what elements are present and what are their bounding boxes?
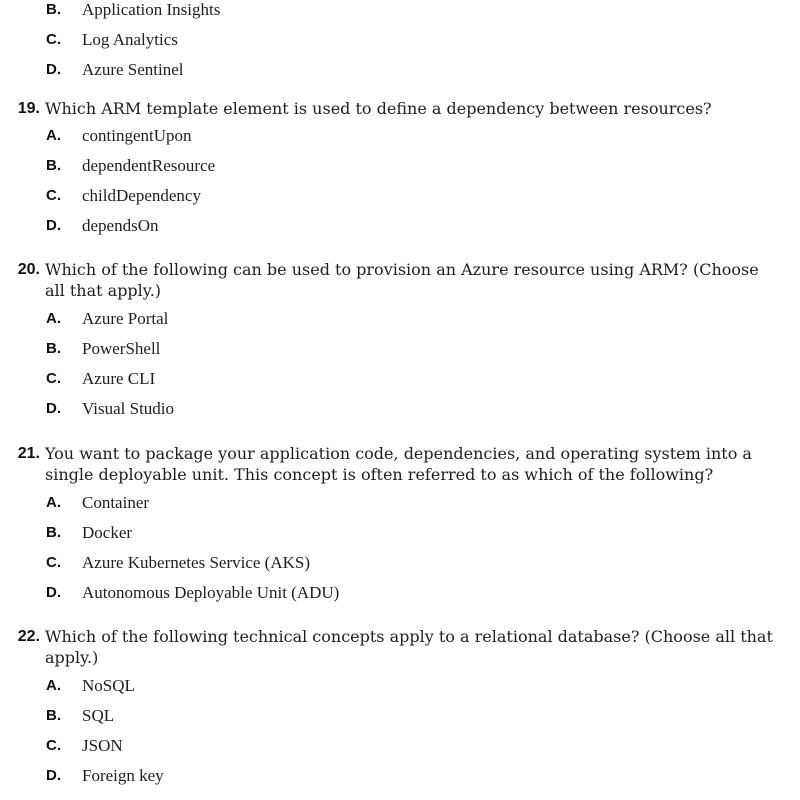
option-letter: B. <box>46 707 61 724</box>
question-stem <box>0 259 800 301</box>
question-20 <box>0 259 800 424</box>
option-item <box>0 25 800 55</box>
option-text: Docker <box>82 523 133 542</box>
option-letter: A. <box>46 677 61 694</box>
option-item <box>0 0 800 25</box>
option-letter: D. <box>46 217 61 234</box>
question-number: 19. <box>17 100 40 117</box>
option-list <box>0 121 800 241</box>
option-item <box>0 671 800 701</box>
option-letter: B. <box>46 157 61 174</box>
option-text: Container <box>82 493 150 512</box>
question-text: Which of the following can be used to provision an Azure resource using ARM? (Choose all that apply.) <box>45 260 759 300</box>
option-text: Azure Sentinel <box>82 60 184 79</box>
question-22 <box>0 626 800 791</box>
option-letter: C. <box>46 187 61 204</box>
option-letter: D. <box>46 584 61 601</box>
option-item <box>0 121 800 151</box>
option-text: dependentResource <box>82 156 216 175</box>
option-item <box>0 518 800 548</box>
question-21 <box>0 443 800 608</box>
option-letter: C. <box>46 554 61 571</box>
option-text: contingentUpon <box>82 126 192 145</box>
option-item <box>0 55 800 85</box>
option-item <box>0 334 800 364</box>
option-letter: A. <box>46 310 61 327</box>
option-letter: B. <box>46 524 61 541</box>
option-item <box>0 151 800 181</box>
option-text: JSON <box>82 736 123 755</box>
option-item <box>0 304 800 334</box>
option-text: Autonomous Deployable Unit (ADU) <box>82 583 340 602</box>
option-item <box>0 181 800 211</box>
option-text: PowerShell <box>82 339 161 358</box>
option-text: SQL <box>82 706 115 725</box>
question-19 <box>0 98 800 241</box>
option-text: Azure Kubernetes Service (AKS) <box>82 553 310 572</box>
option-list <box>0 304 800 424</box>
option-list <box>0 671 800 791</box>
option-text: Application Insights <box>82 0 221 19</box>
option-item <box>0 488 800 518</box>
option-text: Azure Portal <box>82 309 169 328</box>
option-letter: C. <box>46 737 61 754</box>
question-number: 22. <box>17 628 40 645</box>
option-text: Visual Studio <box>82 399 175 418</box>
option-item <box>0 211 800 241</box>
option-letter: D. <box>46 61 61 78</box>
question-text: Which ARM template element is used to define a dependency between resources? <box>45 99 712 118</box>
option-letter: B. <box>46 1 61 18</box>
option-text: dependsOn <box>82 216 159 235</box>
option-list <box>0 488 800 608</box>
question-number: 21. <box>17 445 40 462</box>
option-text: NoSQL <box>82 676 135 695</box>
option-letter: D. <box>46 767 61 784</box>
question-text: Which of the following technical concepts apply to a relational database? (Choose all that apply.) <box>45 627 773 667</box>
option-item <box>0 731 800 761</box>
continued-options <box>0 0 800 85</box>
option-item <box>0 548 800 578</box>
question-stem <box>0 443 800 485</box>
option-item <box>0 578 800 608</box>
option-item <box>0 394 800 424</box>
question-stem <box>0 98 800 119</box>
option-text: Foreign key <box>82 766 164 785</box>
option-text: Log Analytics <box>82 30 178 49</box>
question-text: You want to package your application code, dependencies, and operating system into a single deployable unit. This concept is often referred to as which of the following? <box>45 444 752 484</box>
option-letter: C. <box>46 31 61 48</box>
question-number: 20. <box>17 261 40 278</box>
option-text: Azure CLI <box>82 369 156 388</box>
option-letter: A. <box>46 494 61 511</box>
option-item <box>0 364 800 394</box>
option-text: childDependency <box>82 186 201 205</box>
option-letter: B. <box>46 340 61 357</box>
option-letter: A. <box>46 127 61 144</box>
option-letter: C. <box>46 370 61 387</box>
option-item <box>0 761 800 791</box>
option-letter: D. <box>46 400 61 417</box>
option-item <box>0 701 800 731</box>
question-stem <box>0 626 800 668</box>
